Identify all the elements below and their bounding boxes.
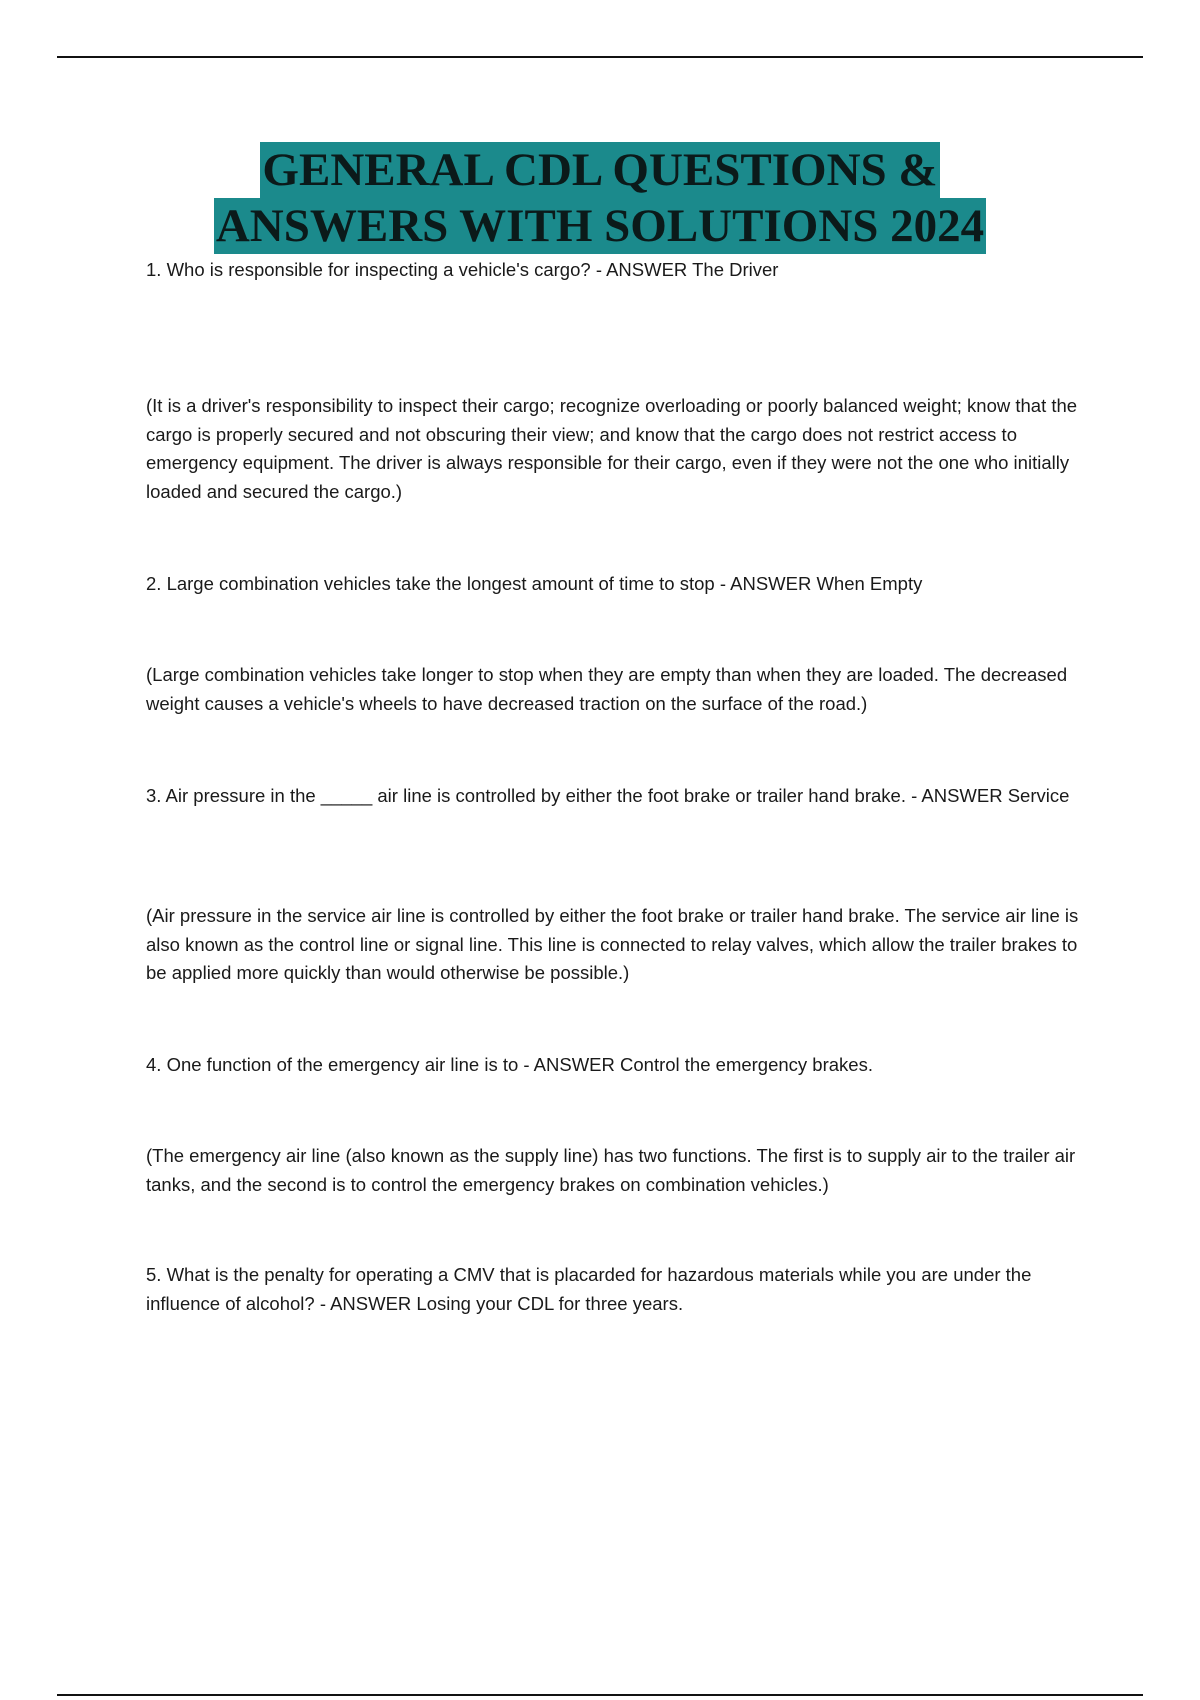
question-3: 3. Air pressure in the _____ air line is controlled by either the foot brake or trailer hand brake. - ANSWER Service	[146, 785, 1070, 806]
explanation-3: (Air pressure in the service air line is controlled by either the foot brake or trailer hand brake. The service air line is also known as the control line or signal line. This line is connected to relay valves, which allow the trailer brakes to be applied more quickly than would otherwise be possible.)	[146, 905, 1079, 983]
question-1: 1. Who is responsible for inspecting a vehicle's cargo? - ANSWER The Driver	[146, 259, 779, 280]
bottom-rule	[57, 1694, 1143, 1696]
top-rule	[57, 56, 1143, 58]
explanation-4: (The emergency air line (also known as the supply line) has two functions. The first is to supply air to the trailer air tanks, and the second is to control the emergency brakes on combination vehicles.)	[146, 1145, 1076, 1195]
explanation-1: (It is a driver's responsibility to inspect their cargo; recognize overloading or poorly balanced weight; know that the cargo is properly secured and not obscuring their view; and know that the cargo does not restrict access to emergency equipment. The driver is always responsible for their cargo, even if they were not the one who initially loaded and secured the cargo.)	[146, 395, 1078, 502]
explanation-2: (Large combination vehicles take longer to stop when they are empty than when they are loaded. The decreased weight causes a vehicle's wheels to have decreased traction on the surface of the road.)	[146, 664, 1068, 714]
question-2: 2. Large combination vehicles take the longest amount of time to stop - ANSWER When Empty	[146, 573, 923, 594]
question-4: 4. One function of the emergency air line is to - ANSWER Control the emergency brakes.	[146, 1054, 873, 1075]
title-line-1: GENERAL CDL QUESTIONS &	[262, 144, 938, 196]
document-title	[0, 142, 1200, 254]
title-line-2: ANSWERS WITH SOLUTIONS 2024	[215, 200, 985, 252]
question-5: 5. What is the penalty for operating a CMV that is placarded for hazardous materials while you are under the influence of alcohol? - ANSWER Losing your CDL for three years.	[146, 1264, 1032, 1314]
